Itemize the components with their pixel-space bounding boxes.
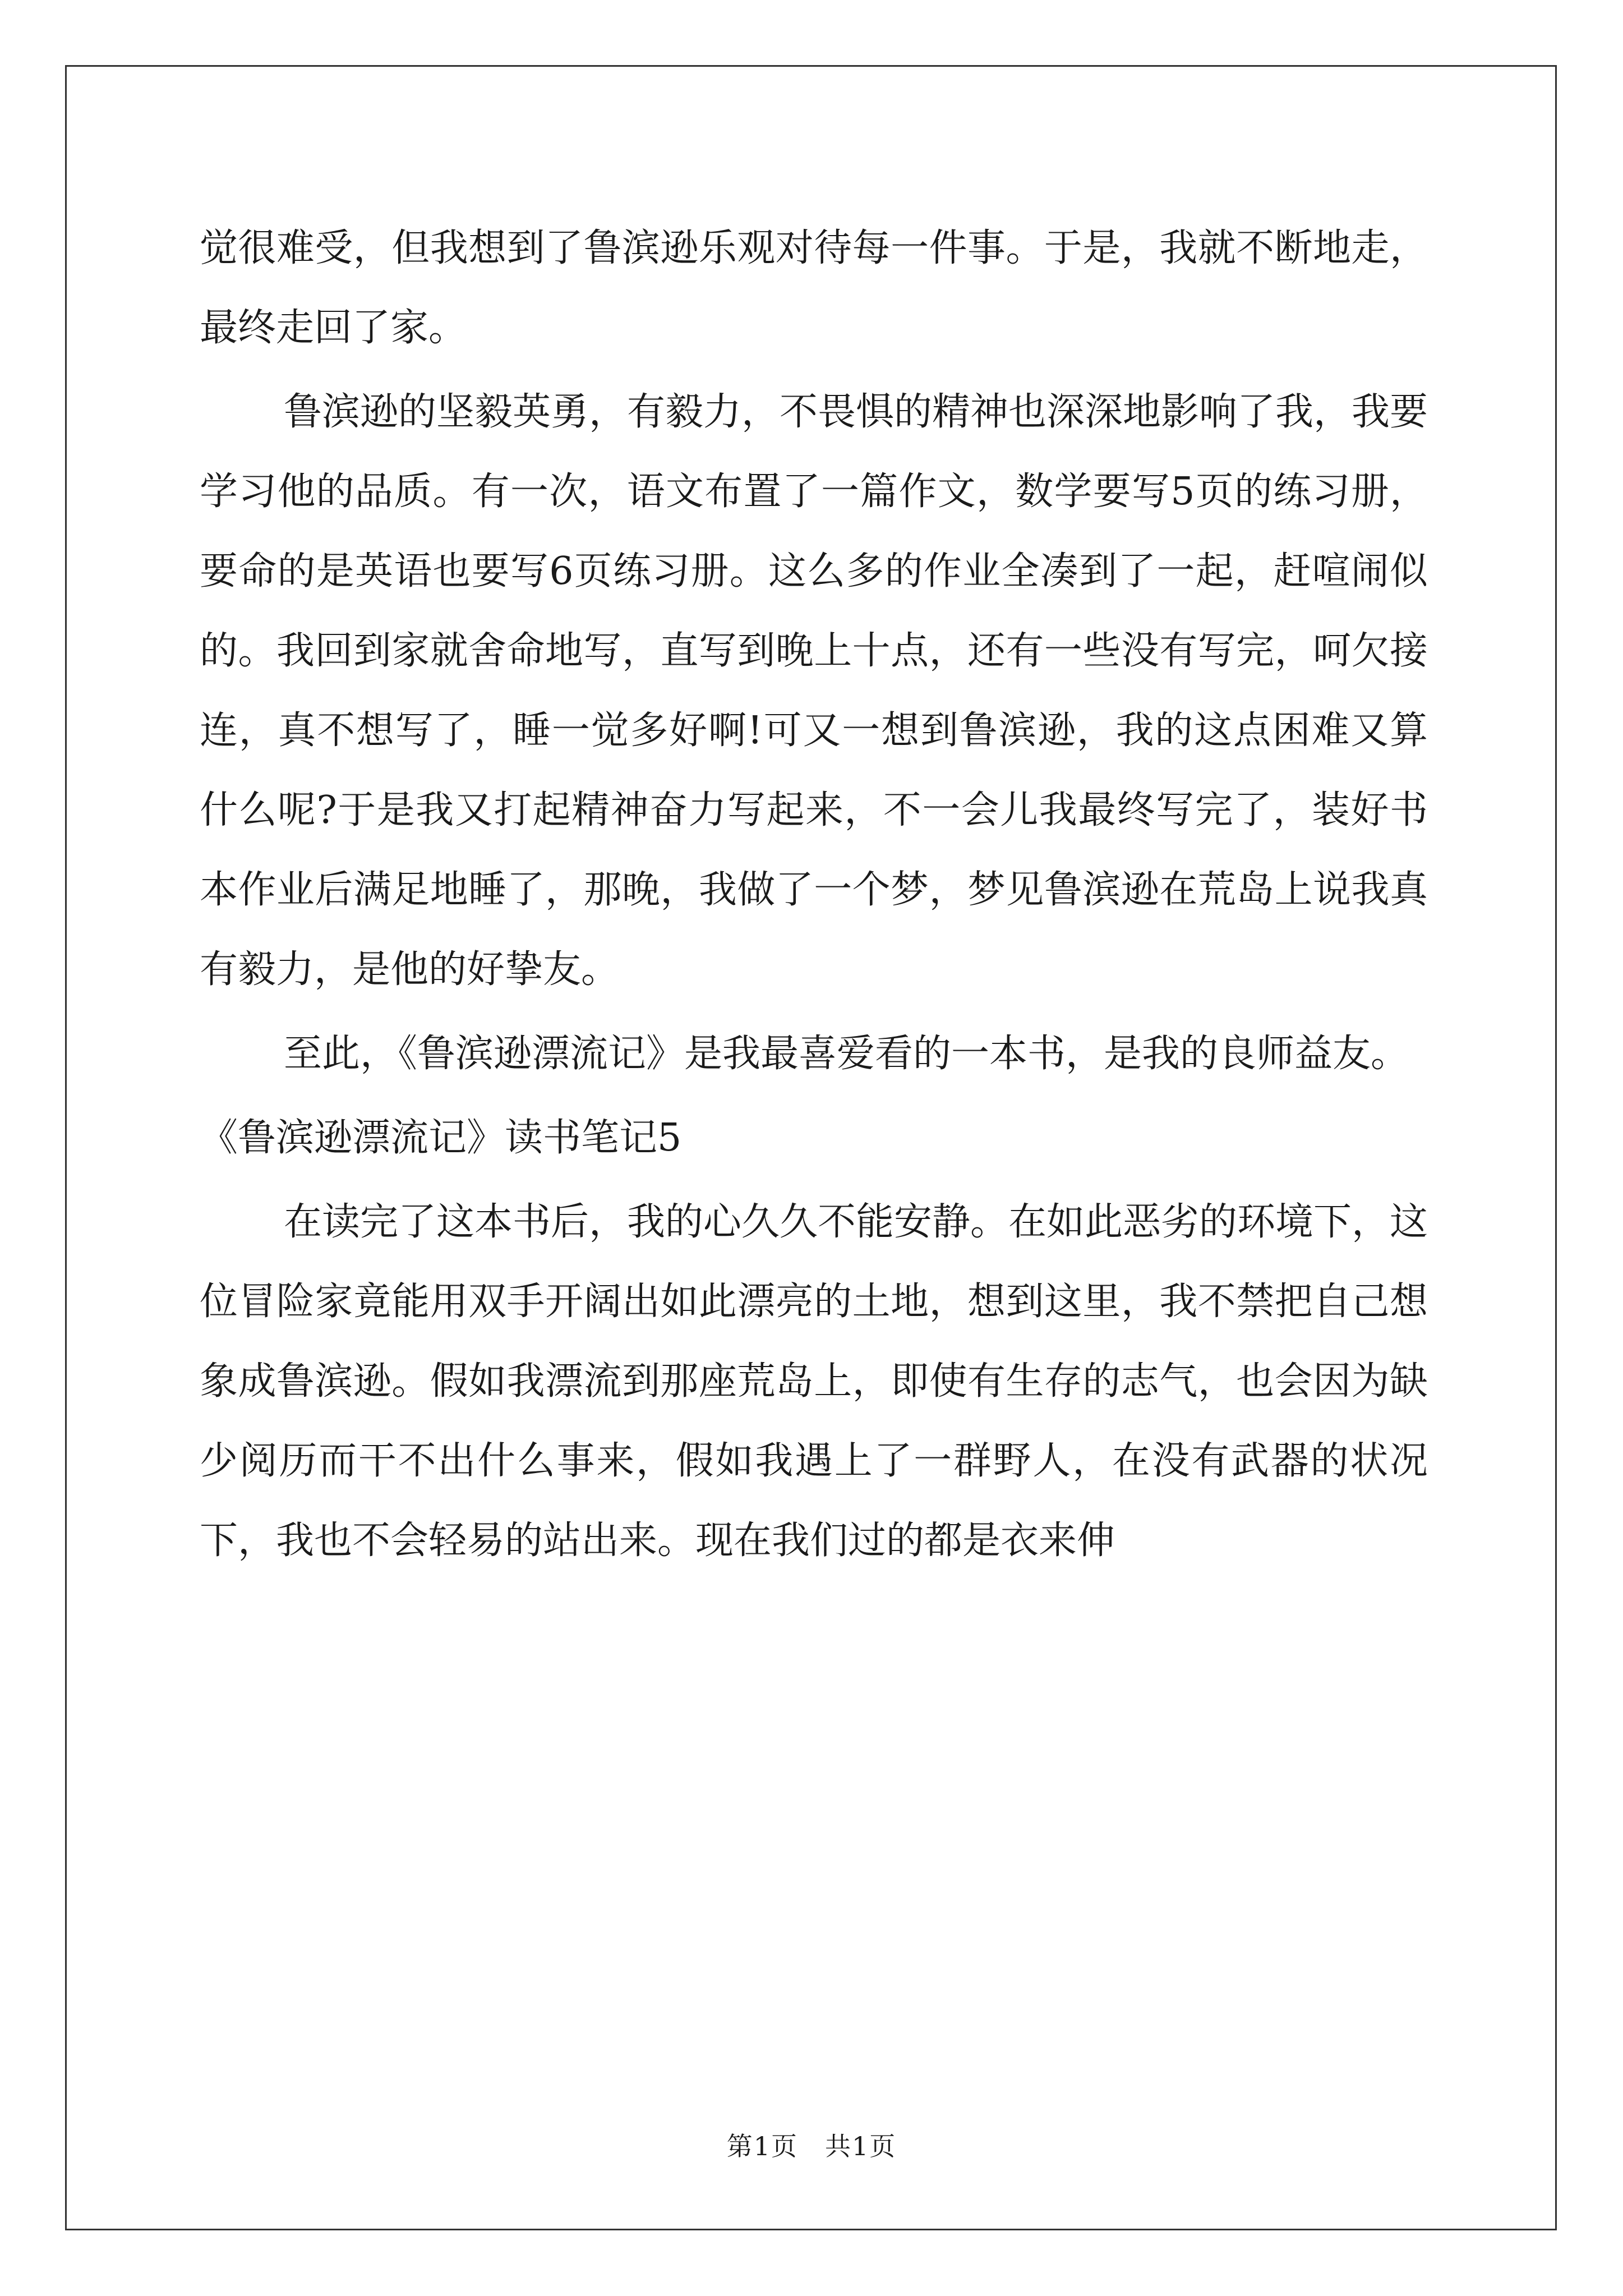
paragraph-reflection: 在读完了这本书后，我的心久久不能安静。在如此恶劣的环境下，这位冒险家竟能用双手开阔出如此漂亮的土地，想到这里，我不禁把自己想象成鲁滨逊。假如我漂流到那座荒岛上，即使有生存的志气，也会因为缺少阅历而干不出什么事来，假如我遇上了一群野人，在没有武器的状况下，我也不会轻易的站出来。现在我们过的都是衣来伸 [200,1200,1428,1563]
section-heading: 《鲁滨逊漂流记》读书笔记5 [200,1116,682,1160]
page-footer: 第1页 共1页 [726,2131,897,2161]
paragraph-continuation: 觉很难受，但我想到了鲁滨逊乐观对待每一件事。于是，我就不断地走，最终走回了家。 [200,226,1428,350]
paragraph-conclusion: 至此，《鲁滨逊漂流记》是我最喜爱看的一本书，是我的良师益友。 [284,1032,1409,1076]
document-body [200,209,1428,1585]
paragraph-perseverance: 鲁滨逊的坚毅英勇，有毅力，不畏惧的精神也深深地影响了我，我要学习他的品质。有一次，语文布置了一篇作文，数学要写5页的练习册，要命的是英语也要写6页练习册。这么多的作业全凑到了一起，赶喧闹似的。我回到家就舍命地写，直写到晚上十点，还有一些没有写完，呵欠接连，真不想写了，睡一觉多好啊!可又一想到鲁滨逊，我的这点困难又算什么呢?于是我又打起精神奋力写起来，不一会儿我最终写完了，装好书本作业后满足地睡了，那晚，我做了一个梦，梦见鲁滨逊在荒岛上说我真有毅力，是他的好挚友。 [200,390,1428,992]
